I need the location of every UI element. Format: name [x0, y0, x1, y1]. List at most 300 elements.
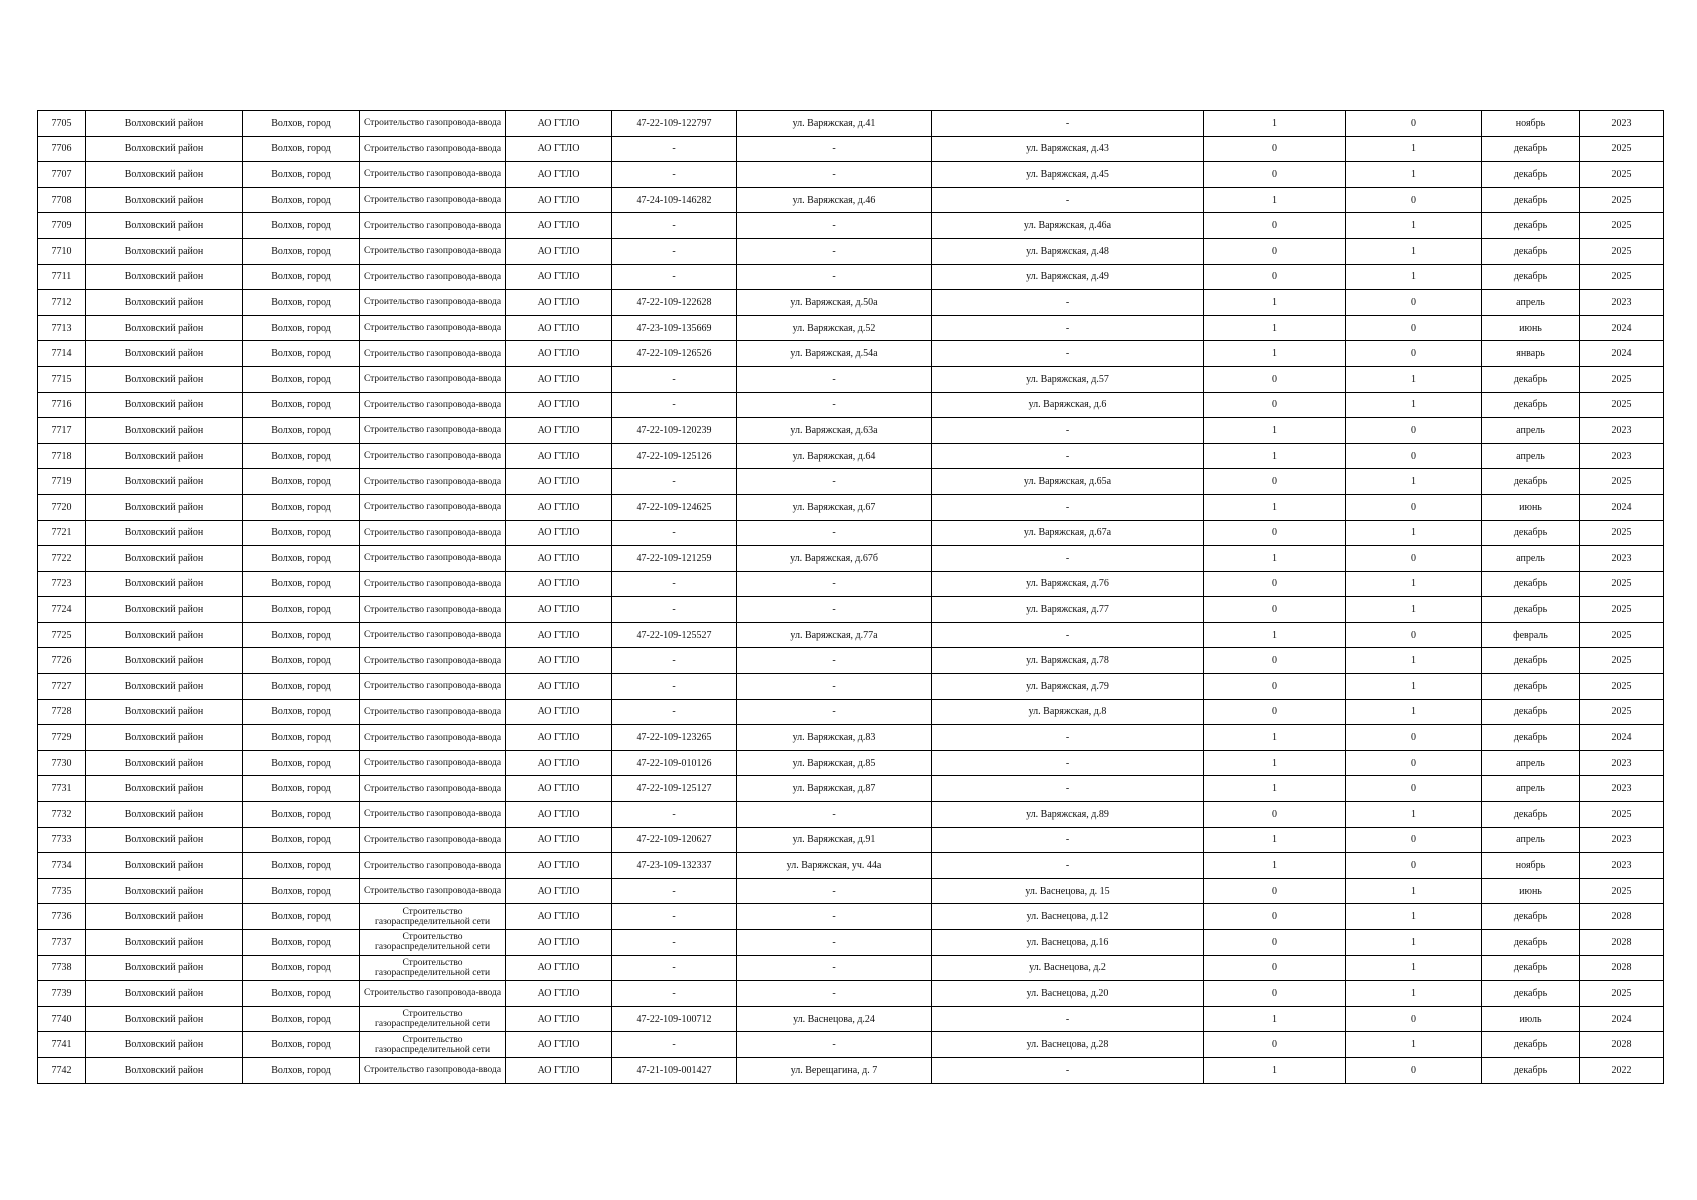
year-cell: 2028: [1580, 1032, 1664, 1058]
month-cell: июнь: [1482, 878, 1580, 904]
organization-cell: АО ГТЛО: [506, 1057, 612, 1083]
year-cell: 2028: [1580, 904, 1664, 930]
object-address-cell: -: [737, 930, 932, 956]
count-a-cell: 1: [1204, 494, 1346, 520]
row-number-cell: 7722: [38, 546, 86, 572]
count-b-cell: 1: [1346, 674, 1482, 700]
cadastral-number-cell: 47-22-109-126526: [612, 341, 737, 367]
count-b-cell: 0: [1346, 725, 1482, 751]
district-cell: Волховский район: [86, 341, 243, 367]
organization-cell: АО ГТЛО: [506, 111, 612, 137]
district-cell: Волховский район: [86, 520, 243, 546]
count-b-cell: 0: [1346, 750, 1482, 776]
connection-address-cell: ул. Варяжская, д.6: [932, 392, 1204, 418]
work-type-cell: Строительство газораспределительной сети: [360, 930, 506, 956]
work-type-cell: Строительство газопровода-ввода: [360, 546, 506, 572]
work-type-cell: Строительство газопровода-ввода: [360, 853, 506, 879]
row-number-cell: 7727: [38, 674, 86, 700]
month-cell: декабрь: [1482, 187, 1580, 213]
district-cell: Волховский район: [86, 136, 243, 162]
district-cell: Волховский район: [86, 648, 243, 674]
count-a-cell: 1: [1204, 418, 1346, 444]
cadastral-number-cell: -: [612, 238, 737, 264]
settlement-cell: Волхов, город: [243, 750, 360, 776]
object-address-cell: -: [737, 955, 932, 981]
connection-address-cell: ул. Варяжская, д.57: [932, 366, 1204, 392]
work-type-cell: Строительство газопровода-ввода: [360, 392, 506, 418]
cadastral-number-cell: 47-22-109-120239: [612, 418, 737, 444]
cadastral-number-cell: 47-24-109-146282: [612, 187, 737, 213]
table-row: [38, 699, 1664, 725]
organization-cell: АО ГТЛО: [506, 187, 612, 213]
work-type-cell: Строительство газопровода-ввода: [360, 443, 506, 469]
count-a-cell: 1: [1204, 111, 1346, 137]
row-number-cell: 7719: [38, 469, 86, 495]
connection-address-cell: -: [932, 111, 1204, 137]
year-cell: 2028: [1580, 955, 1664, 981]
year-cell: 2025: [1580, 981, 1664, 1007]
table-row: [38, 443, 1664, 469]
row-number-cell: 7735: [38, 878, 86, 904]
district-cell: Волховский район: [86, 469, 243, 495]
work-type-cell: Строительство газопровода-ввода: [360, 290, 506, 316]
year-cell: 2025: [1580, 162, 1664, 188]
table-row: [38, 622, 1664, 648]
settlement-cell: Волхов, город: [243, 469, 360, 495]
count-b-cell: 1: [1346, 802, 1482, 828]
year-cell: 2023: [1580, 290, 1664, 316]
object-address-cell: ул. Варяжская, д.46: [737, 187, 932, 213]
organization-cell: АО ГТЛО: [506, 290, 612, 316]
row-number-cell: 7707: [38, 162, 86, 188]
object-address-cell: -: [737, 520, 932, 546]
count-a-cell: 0: [1204, 1032, 1346, 1058]
count-b-cell: 1: [1346, 597, 1482, 623]
count-a-cell: 1: [1204, 827, 1346, 853]
organization-cell: АО ГТЛО: [506, 878, 612, 904]
settlement-cell: Волхов, город: [243, 238, 360, 264]
district-cell: Волховский район: [86, 776, 243, 802]
count-a-cell: 0: [1204, 162, 1346, 188]
organization-cell: АО ГТЛО: [506, 443, 612, 469]
cadastral-number-cell: -: [612, 699, 737, 725]
connection-address-cell: ул. Васнецова, д.2: [932, 955, 1204, 981]
count-a-cell: 0: [1204, 674, 1346, 700]
month-cell: декабрь: [1482, 213, 1580, 239]
count-a-cell: 0: [1204, 469, 1346, 495]
district-cell: Волховский район: [86, 264, 243, 290]
count-b-cell: 1: [1346, 648, 1482, 674]
cadastral-number-cell: -: [612, 955, 737, 981]
month-cell: апрель: [1482, 776, 1580, 802]
settlement-cell: Волхов, город: [243, 1057, 360, 1083]
year-cell: 2024: [1580, 341, 1664, 367]
connection-address-cell: ул. Варяжская, д.49: [932, 264, 1204, 290]
organization-cell: АО ГТЛО: [506, 136, 612, 162]
count-a-cell: 0: [1204, 878, 1346, 904]
row-number-cell: 7712: [38, 290, 86, 316]
table-row: [38, 981, 1664, 1007]
settlement-cell: Волхов, город: [243, 494, 360, 520]
settlement-cell: Волхов, город: [243, 904, 360, 930]
settlement-cell: Волхов, город: [243, 162, 360, 188]
settlement-cell: Волхов, город: [243, 111, 360, 137]
cadastral-number-cell: 47-22-109-123265: [612, 725, 737, 751]
connection-address-cell: -: [932, 1057, 1204, 1083]
settlement-cell: Волхов, город: [243, 955, 360, 981]
year-cell: 2024: [1580, 315, 1664, 341]
organization-cell: АО ГТЛО: [506, 341, 612, 367]
table-row: [38, 1032, 1664, 1058]
connection-address-cell: -: [932, 776, 1204, 802]
row-number-cell: 7729: [38, 725, 86, 751]
count-b-cell: 1: [1346, 955, 1482, 981]
district-cell: Волховский район: [86, 930, 243, 956]
organization-cell: АО ГТЛО: [506, 622, 612, 648]
month-cell: ноябрь: [1482, 853, 1580, 879]
count-a-cell: 0: [1204, 648, 1346, 674]
count-a-cell: 1: [1204, 315, 1346, 341]
count-b-cell: 1: [1346, 1032, 1482, 1058]
table-row: [38, 597, 1664, 623]
month-cell: декабрь: [1482, 955, 1580, 981]
settlement-cell: Волхов, город: [243, 622, 360, 648]
count-a-cell: 0: [1204, 597, 1346, 623]
month-cell: декабрь: [1482, 1032, 1580, 1058]
year-cell: 2025: [1580, 878, 1664, 904]
object-address-cell: -: [737, 981, 932, 1007]
month-cell: декабрь: [1482, 264, 1580, 290]
table-row: [38, 955, 1664, 981]
year-cell: 2023: [1580, 853, 1664, 879]
table-row: [38, 136, 1664, 162]
settlement-cell: Волхов, город: [243, 597, 360, 623]
district-cell: Волховский район: [86, 699, 243, 725]
count-b-cell: 0: [1346, 418, 1482, 444]
district-cell: Волховский район: [86, 622, 243, 648]
table-row: [38, 648, 1664, 674]
connection-address-cell: ул. Варяжская, д.65а: [932, 469, 1204, 495]
settlement-cell: Волхов, город: [243, 187, 360, 213]
settlement-cell: Волхов, город: [243, 802, 360, 828]
month-cell: декабрь: [1482, 366, 1580, 392]
row-number-cell: 7718: [38, 443, 86, 469]
count-a-cell: 1: [1204, 725, 1346, 751]
count-a-cell: 1: [1204, 290, 1346, 316]
count-a-cell: 1: [1204, 853, 1346, 879]
cadastral-number-cell: -: [612, 597, 737, 623]
work-type-cell: Строительство газораспределительной сети: [360, 904, 506, 930]
table-row: [38, 802, 1664, 828]
count-a-cell: 0: [1204, 571, 1346, 597]
connection-address-cell: -: [932, 290, 1204, 316]
settlement-cell: Волхов, город: [243, 1006, 360, 1032]
settlement-cell: Волхов, город: [243, 930, 360, 956]
count-b-cell: 1: [1346, 699, 1482, 725]
row-number-cell: 7715: [38, 366, 86, 392]
organization-cell: АО ГТЛО: [506, 750, 612, 776]
table-row: [38, 878, 1664, 904]
year-cell: 2025: [1580, 213, 1664, 239]
count-b-cell: 0: [1346, 622, 1482, 648]
row-number-cell: 7711: [38, 264, 86, 290]
district-cell: Волховский район: [86, 955, 243, 981]
row-number-cell: 7741: [38, 1032, 86, 1058]
object-address-cell: ул. Варяжская, д.85: [737, 750, 932, 776]
district-cell: Волховский район: [86, 315, 243, 341]
cadastral-number-cell: 47-22-109-125126: [612, 443, 737, 469]
row-number-cell: 7728: [38, 699, 86, 725]
row-number-cell: 7724: [38, 597, 86, 623]
table-row: [38, 674, 1664, 700]
count-b-cell: 1: [1346, 392, 1482, 418]
count-b-cell: 1: [1346, 930, 1482, 956]
organization-cell: АО ГТЛО: [506, 853, 612, 879]
row-number-cell: 7742: [38, 1057, 86, 1083]
cadastral-number-cell: 47-22-109-122797: [612, 111, 737, 137]
year-cell: 2025: [1580, 392, 1664, 418]
work-type-cell: Строительство газопровода-ввода: [360, 981, 506, 1007]
work-type-cell: Строительство газопровода-ввода: [360, 597, 506, 623]
settlement-cell: Волхов, город: [243, 213, 360, 239]
row-number-cell: 7708: [38, 187, 86, 213]
connection-address-cell: ул. Васнецова, д.12: [932, 904, 1204, 930]
connection-address-cell: ул. Варяжская, д.78: [932, 648, 1204, 674]
month-cell: апрель: [1482, 418, 1580, 444]
cadastral-number-cell: -: [612, 571, 737, 597]
registry-table: [37, 110, 1664, 1084]
organization-cell: АО ГТЛО: [506, 264, 612, 290]
year-cell: 2025: [1580, 802, 1664, 828]
table-row: [38, 520, 1664, 546]
object-address-cell: ул. Варяжская, д.67б: [737, 546, 932, 572]
settlement-cell: Волхов, город: [243, 136, 360, 162]
count-a-cell: 1: [1204, 622, 1346, 648]
count-a-cell: 1: [1204, 1006, 1346, 1032]
year-cell: 2025: [1580, 187, 1664, 213]
month-cell: декабрь: [1482, 136, 1580, 162]
cadastral-number-cell: -: [612, 802, 737, 828]
district-cell: Волховский район: [86, 1032, 243, 1058]
month-cell: апрель: [1482, 546, 1580, 572]
settlement-cell: Волхов, город: [243, 981, 360, 1007]
organization-cell: АО ГТЛО: [506, 725, 612, 751]
count-b-cell: 1: [1346, 162, 1482, 188]
cadastral-number-cell: -: [612, 930, 737, 956]
table-row: [38, 392, 1664, 418]
row-number-cell: 7736: [38, 904, 86, 930]
object-address-cell: -: [737, 699, 932, 725]
year-cell: 2028: [1580, 930, 1664, 956]
organization-cell: АО ГТЛО: [506, 648, 612, 674]
object-address-cell: ул. Варяжская, уч. 44а: [737, 853, 932, 879]
object-address-cell: -: [737, 597, 932, 623]
settlement-cell: Волхов, город: [243, 776, 360, 802]
organization-cell: АО ГТЛО: [506, 674, 612, 700]
district-cell: Волховский район: [86, 187, 243, 213]
object-address-cell: -: [737, 469, 932, 495]
month-cell: декабрь: [1482, 392, 1580, 418]
district-cell: Волховский район: [86, 904, 243, 930]
table-row: [38, 1057, 1664, 1083]
connection-address-cell: ул. Варяжская, д.76: [932, 571, 1204, 597]
count-a-cell: 1: [1204, 546, 1346, 572]
month-cell: декабрь: [1482, 725, 1580, 751]
table-row: [38, 418, 1664, 444]
organization-cell: АО ГТЛО: [506, 315, 612, 341]
count-a-cell: 1: [1204, 187, 1346, 213]
district-cell: Волховский район: [86, 494, 243, 520]
organization-cell: АО ГТЛО: [506, 597, 612, 623]
work-type-cell: Строительство газопровода-ввода: [360, 674, 506, 700]
count-a-cell: 0: [1204, 136, 1346, 162]
settlement-cell: Волхов, город: [243, 392, 360, 418]
count-b-cell: 1: [1346, 366, 1482, 392]
count-b-cell: 0: [1346, 341, 1482, 367]
cadastral-number-cell: -: [612, 392, 737, 418]
settlement-cell: Волхов, город: [243, 290, 360, 316]
cadastral-number-cell: 47-22-109-122628: [612, 290, 737, 316]
connection-address-cell: ул. Варяжская, д.89: [932, 802, 1204, 828]
district-cell: Волховский район: [86, 238, 243, 264]
month-cell: июнь: [1482, 315, 1580, 341]
organization-cell: АО ГТЛО: [506, 469, 612, 495]
object-address-cell: ул. Варяжская, д.54а: [737, 341, 932, 367]
work-type-cell: Строительство газопровода-ввода: [360, 366, 506, 392]
count-a-cell: 0: [1204, 520, 1346, 546]
work-type-cell: Строительство газопровода-ввода: [360, 162, 506, 188]
table-row: [38, 904, 1664, 930]
count-a-cell: 1: [1204, 750, 1346, 776]
district-cell: Волховский район: [86, 878, 243, 904]
cadastral-number-cell: 47-22-109-100712: [612, 1006, 737, 1032]
count-b-cell: 1: [1346, 264, 1482, 290]
object-address-cell: -: [737, 674, 932, 700]
work-type-cell: Строительство газопровода-ввода: [360, 341, 506, 367]
cadastral-number-cell: 47-22-109-125527: [612, 622, 737, 648]
count-b-cell: 1: [1346, 571, 1482, 597]
table-row: [38, 750, 1664, 776]
month-cell: апрель: [1482, 443, 1580, 469]
district-cell: Волховский район: [86, 1006, 243, 1032]
cadastral-number-cell: 47-22-109-010126: [612, 750, 737, 776]
object-address-cell: ул. Верещагина, д. 7: [737, 1057, 932, 1083]
row-number-cell: 7731: [38, 776, 86, 802]
count-a-cell: 0: [1204, 981, 1346, 1007]
row-number-cell: 7723: [38, 571, 86, 597]
settlement-cell: Волхов, город: [243, 443, 360, 469]
count-b-cell: 0: [1346, 853, 1482, 879]
work-type-cell: Строительство газопровода-ввода: [360, 725, 506, 751]
cadastral-number-cell: 47-22-109-120627: [612, 827, 737, 853]
settlement-cell: Волхов, город: [243, 418, 360, 444]
row-number-cell: 7705: [38, 111, 86, 137]
organization-cell: АО ГТЛО: [506, 546, 612, 572]
row-number-cell: 7714: [38, 341, 86, 367]
count-a-cell: 0: [1204, 930, 1346, 956]
count-a-cell: 1: [1204, 1057, 1346, 1083]
month-cell: декабрь: [1482, 597, 1580, 623]
row-number-cell: 7713: [38, 315, 86, 341]
table-row: [38, 930, 1664, 956]
count-a-cell: 0: [1204, 264, 1346, 290]
connection-address-cell: -: [932, 341, 1204, 367]
cadastral-number-cell: 47-22-109-125127: [612, 776, 737, 802]
table-row: [38, 341, 1664, 367]
organization-cell: АО ГТЛО: [506, 930, 612, 956]
table-row: [38, 238, 1664, 264]
month-cell: декабрь: [1482, 904, 1580, 930]
count-a-cell: 0: [1204, 699, 1346, 725]
connection-address-cell: -: [932, 1006, 1204, 1032]
year-cell: 2025: [1580, 597, 1664, 623]
organization-cell: АО ГТЛО: [506, 571, 612, 597]
cadastral-number-cell: -: [612, 904, 737, 930]
connection-address-cell: ул. Варяжская, д.45: [932, 162, 1204, 188]
year-cell: 2023: [1580, 418, 1664, 444]
organization-cell: АО ГТЛО: [506, 213, 612, 239]
month-cell: декабрь: [1482, 520, 1580, 546]
district-cell: Волховский район: [86, 111, 243, 137]
count-b-cell: 0: [1346, 111, 1482, 137]
row-number-cell: 7737: [38, 930, 86, 956]
count-b-cell: 0: [1346, 1057, 1482, 1083]
object-address-cell: ул. Варяжская, д.50а: [737, 290, 932, 316]
count-b-cell: 1: [1346, 520, 1482, 546]
year-cell: 2025: [1580, 699, 1664, 725]
month-cell: апрель: [1482, 290, 1580, 316]
district-cell: Волховский район: [86, 1057, 243, 1083]
cadastral-number-cell: -: [612, 136, 737, 162]
year-cell: 2023: [1580, 827, 1664, 853]
district-cell: Волховский район: [86, 162, 243, 188]
organization-cell: АО ГТЛО: [506, 418, 612, 444]
settlement-cell: Волхов, город: [243, 827, 360, 853]
year-cell: 2025: [1580, 264, 1664, 290]
row-number-cell: 7732: [38, 802, 86, 828]
organization-cell: АО ГТЛО: [506, 904, 612, 930]
settlement-cell: Волхов, город: [243, 648, 360, 674]
cadastral-number-cell: -: [612, 366, 737, 392]
settlement-cell: Волхов, город: [243, 853, 360, 879]
year-cell: 2025: [1580, 648, 1664, 674]
district-cell: Волховский район: [86, 750, 243, 776]
object-address-cell: -: [737, 213, 932, 239]
connection-address-cell: ул. Варяжская, д.8: [932, 699, 1204, 725]
connection-address-cell: -: [932, 725, 1204, 751]
table-body: [38, 111, 1664, 1084]
count-b-cell: 1: [1346, 238, 1482, 264]
count-b-cell: 0: [1346, 827, 1482, 853]
work-type-cell: Строительство газораспределительной сети: [360, 1006, 506, 1032]
work-type-cell: Строительство газопровода-ввода: [360, 264, 506, 290]
connection-address-cell: ул. Васнецова, д.28: [932, 1032, 1204, 1058]
settlement-cell: Волхов, город: [243, 341, 360, 367]
connection-address-cell: ул. Варяжская, д.67а: [932, 520, 1204, 546]
work-type-cell: Строительство газопровода-ввода: [360, 213, 506, 239]
month-cell: декабрь: [1482, 238, 1580, 264]
count-b-cell: 0: [1346, 443, 1482, 469]
connection-address-cell: ул. Варяжская, д.79: [932, 674, 1204, 700]
month-cell: ноябрь: [1482, 111, 1580, 137]
count-b-cell: 0: [1346, 1006, 1482, 1032]
connection-address-cell: -: [932, 546, 1204, 572]
work-type-cell: Строительство газопровода-ввода: [360, 187, 506, 213]
count-b-cell: 0: [1346, 187, 1482, 213]
organization-cell: АО ГТЛО: [506, 238, 612, 264]
table-row: [38, 571, 1664, 597]
year-cell: 2023: [1580, 546, 1664, 572]
